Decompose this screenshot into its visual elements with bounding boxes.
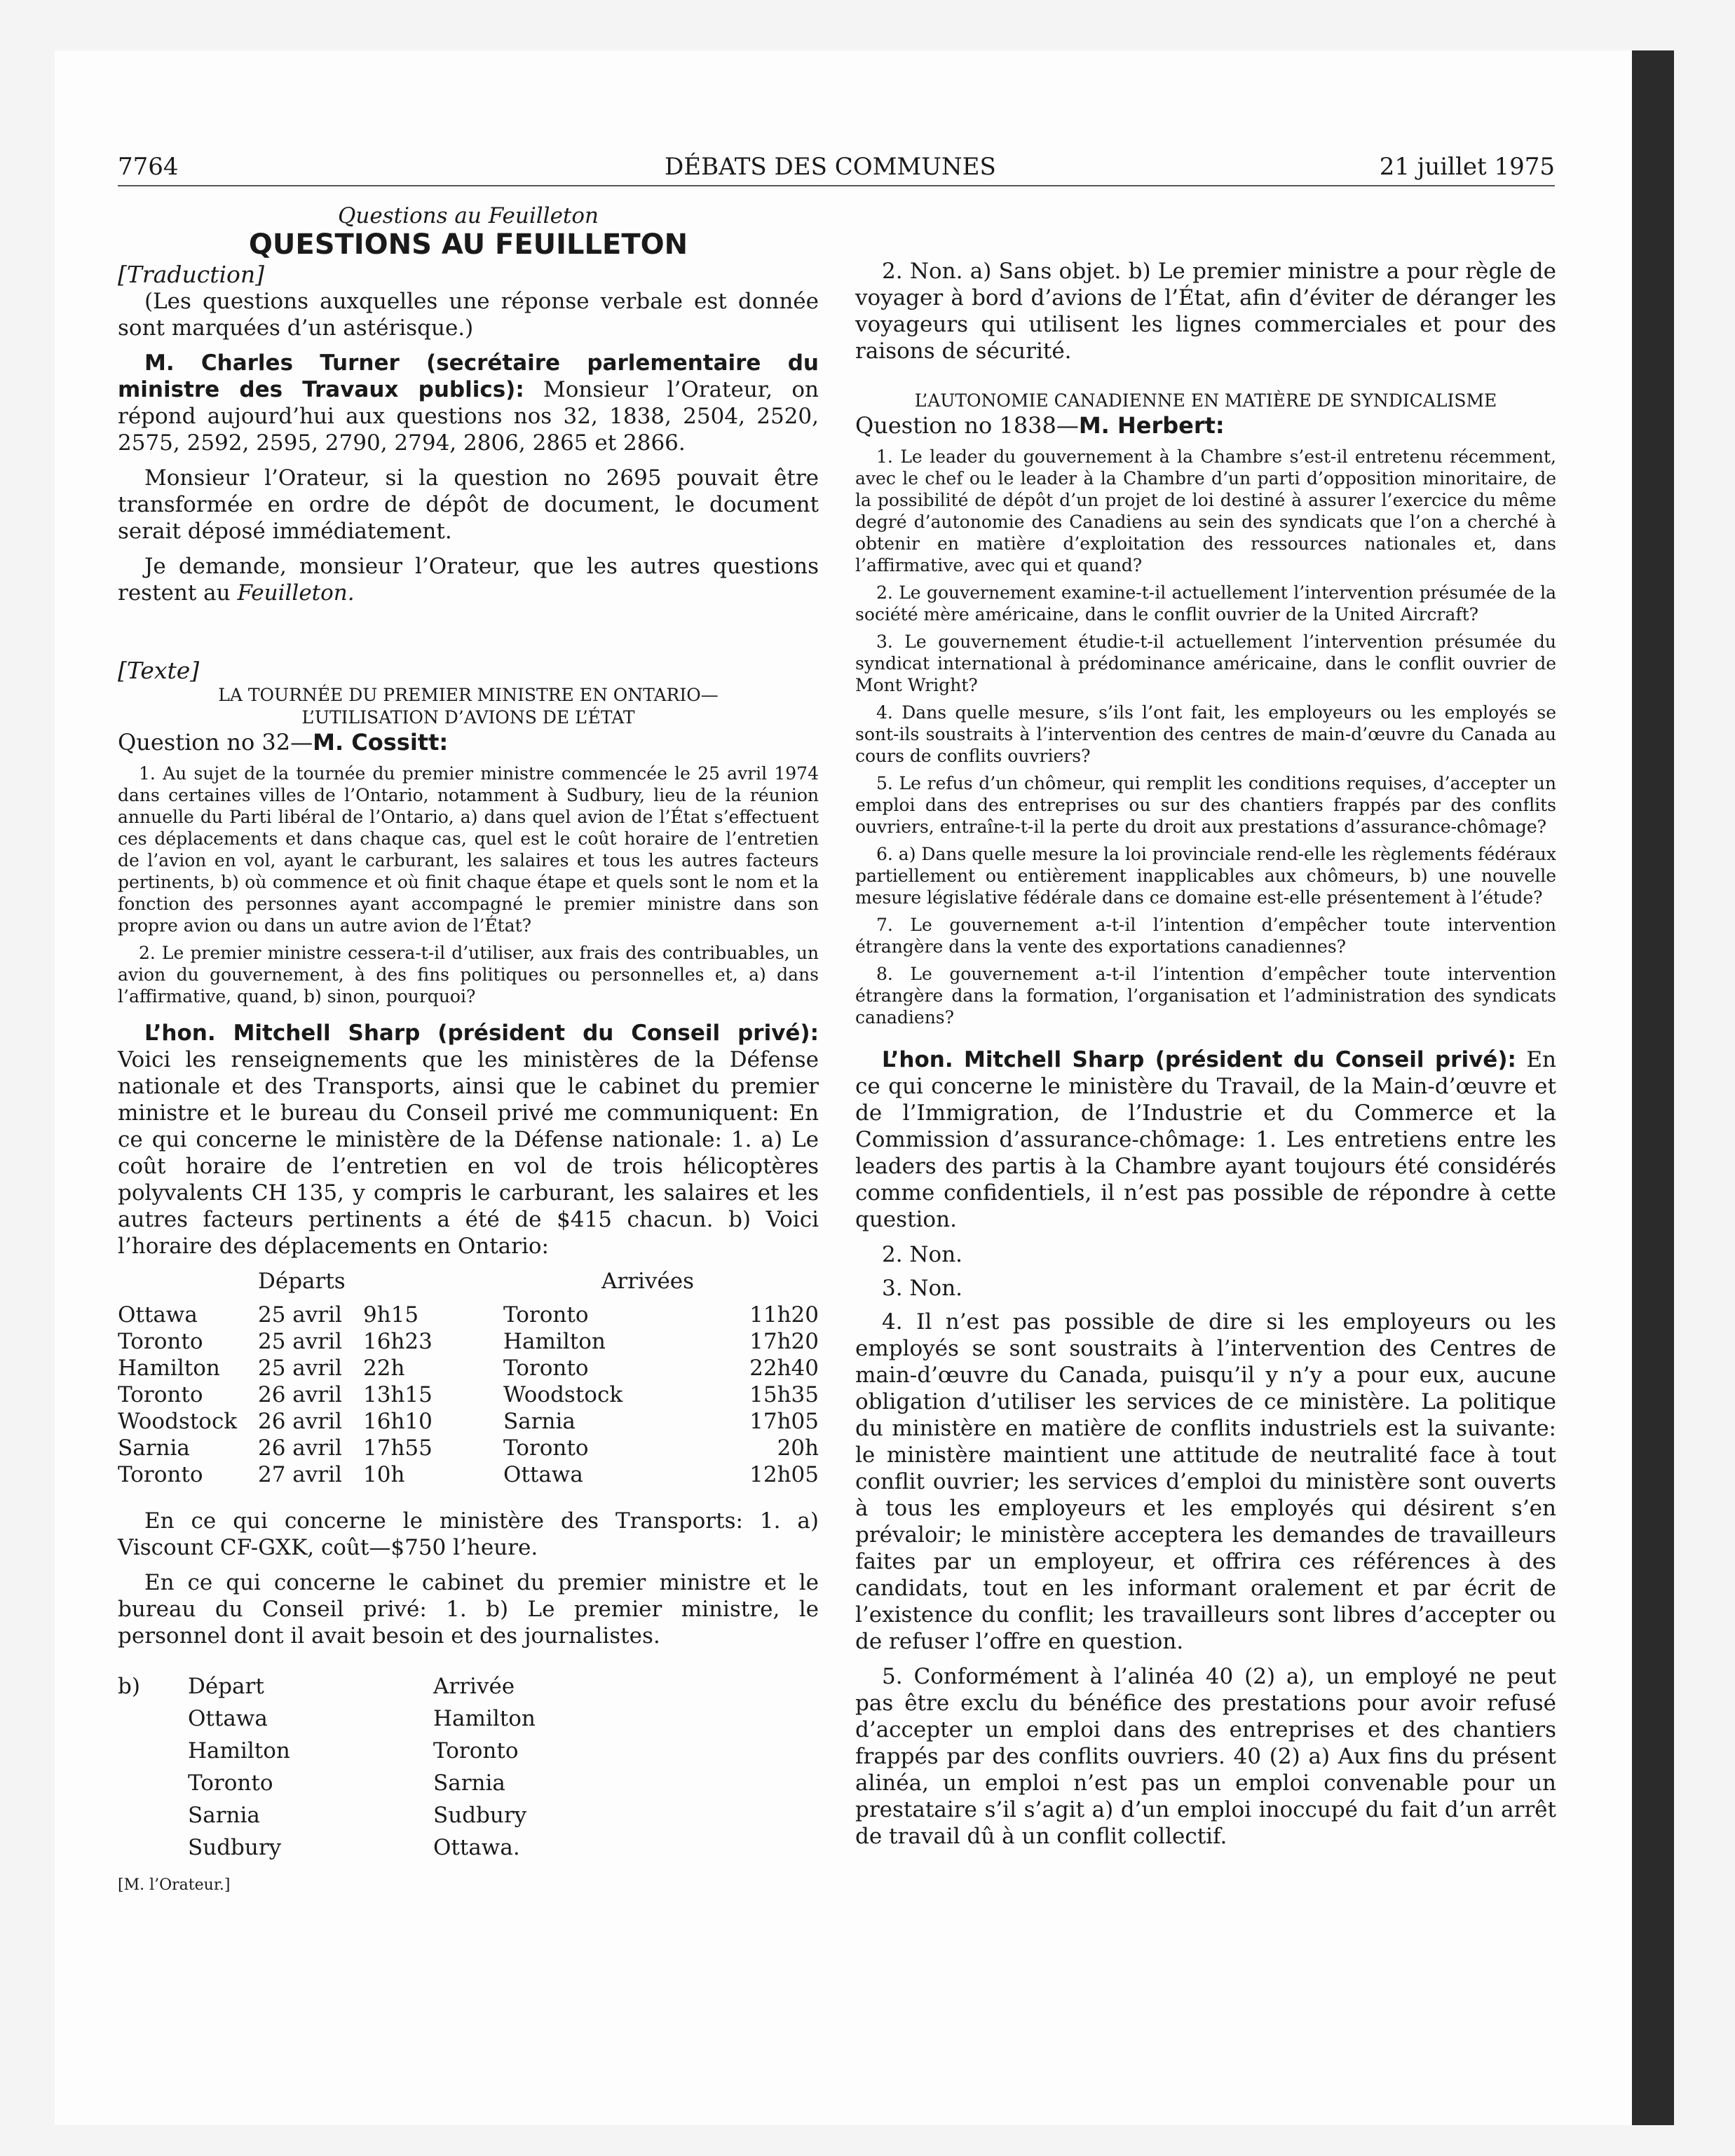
- table-row: Ottawa Hamilton: [188, 1706, 536, 1731]
- rubric-line-2: L’UTILISATION D’AVIONS DE L’ÉTAT: [301, 707, 635, 728]
- question-1838-part: 4. Dans quelle mesure, s’ils l’ont fait, les employeurs ou les employés se sont-ils soustraits à l’intervention des centres de main-d’œuvre du Canada au cours de conflits ouvriers?: [855, 702, 1556, 766]
- page-header: [118, 150, 1555, 186]
- question-1838-part: 1. Le leader du gouvernement à la Chambre s’est-il entretenu récemment, avec le chef ou le leader à la Chambre d’un parti d’opposition minoritaire, de la possibilité de dépôt d’un projet de loi destiné à assurer l’exercice du même degré d’autonomie des Canadiens au sein des syndicats que l’on a cherché à obtenir en matière d’exploitation des ressources nationales et, dans l’affirmative, avec qui et quand?: [855, 446, 1556, 575]
- sharp-answer-1: [118, 1020, 819, 1260]
- answer-5: 5. Conformément à l’alinéa 40 (2) a), un employé ne peut pas être exclu du bénéfice des prestations pour avoir refusé d’accepter un emploi dans des entreprises et des chantiers frappés par des conflits ouvriers. 40 (2) a) Aux fins du présent alinéa, un emploi n’est pas un emploi convenable pour un prestataire s’il s’agit a) d’un emploi inoccupé du fait d’un arrêt de travail dû à un conflit collectif.: [855, 1664, 1556, 1849]
- arrivees-header: Arrivées: [601, 1269, 695, 1294]
- question-1838-part: 2. Le gouvernement examine-t-il actuellement l’intervention présumée de la société mère américaine, dans le conflit ouvrier de la United Aircraft?: [855, 582, 1556, 625]
- page-number: 7764: [118, 153, 179, 181]
- tag-traduction: [Traduction]: [118, 261, 265, 288]
- right-column: [855, 203, 1556, 1858]
- transports-paragraph: En ce qui concerne le ministère des Transports: 1. a) Viscount CF-GXK, coût—$750 l’heure.: [118, 1508, 819, 1560]
- tag-texte: [Texte]: [118, 657, 200, 684]
- remaining-text: Je demande, monsieur l’Orateur, que les autres questions restent au: [118, 554, 819, 606]
- speaker-name: L’hon. Mitchell Sharp (président du Conseil privé):: [144, 1021, 819, 1046]
- table-row: Hamilton Toronto: [188, 1738, 519, 1763]
- table-row: Sarnia 26 avril 17h55 Toronto 20h: [118, 1435, 819, 1461]
- answer-non-paragraph: 2. Non. a) Sans objet. b) Le premier ministre a pour règle de voyager à bord d’avions de l’État, afin d’éviter de déranger les voyageurs qui utilisent les lignes commerciales et pour des raisons de sécurité.: [855, 259, 1556, 364]
- table-row: Toronto 25 avril 16h23 Hamilton 17h20: [118, 1329, 819, 1354]
- table-row: Sarnia Sudbury: [188, 1803, 527, 1828]
- turner-text: Monsieur l’Orateur, on répond aujourd’hui aux questions nos 32, 1838, 2504, 2520, 2575, 2592, 2595, 2790, 2794, 2806, 2865 et 2866.: [118, 377, 819, 456]
- table-row: Woodstock 26 avril 16h10 Sarnia 17h05: [118, 1409, 819, 1434]
- table-row: [118, 1295, 819, 1302]
- question-1838-part: 6. a) Dans quelle mesure la loi provinciale rend-elle les règlements fédéraux partiellement ou entièrement inapplicables aux chômeurs, b) une nouvelle mesure législative fédérale dans ce domaine est-elle présentement à l’étude?: [855, 844, 1556, 908]
- table-row: Ottawa 25 avril 9h15 Toronto 11h20: [118, 1302, 819, 1328]
- speaker-name: L’hon. Mitchell Sharp (président du Conseil privé):: [882, 1047, 1516, 1072]
- question-2695-paragraph: Monsieur l’Orateur, si la question no 2695 pouvait être transformée en ordre de dépôt de document, le document serait déposé immédiatement.: [118, 465, 819, 544]
- question-1838-part: 3. Le gouvernement étudie-t-il actuellement l’intervention présumée du syndicat international à prédominance américaine, dans le conflit ouvrier de Mont Wright?: [855, 632, 1556, 695]
- publication-title: DÉBATS DES COMMUNES: [665, 153, 996, 181]
- flight-legs-table: [118, 1670, 644, 1864]
- schedule-header-row: [118, 1268, 819, 1295]
- question-32-part-2: 2. Le premier ministre cessera-t-il d’utiliser, aux frais des contribuables, un avion du gouvernement, à des fins politiques ou personnelles et, a) dans l’affirmative, quand, b) sinon, pourquoi?: [118, 943, 819, 1007]
- table-row: Hamilton 25 avril 22h Toronto 22h40: [118, 1356, 819, 1381]
- question-1838-part: 7. Le gouvernement a-t-il l’intention d’empêcher toute intervention étrangère dans la vente des exportations canadiennes?: [855, 915, 1556, 957]
- answer-2: 2. Non.: [882, 1242, 963, 1267]
- question-32-heading: [118, 729, 819, 756]
- departs-header: Départs: [258, 1269, 346, 1294]
- question-1838-heading: [855, 412, 1556, 439]
- speaker-note: [M. l’Orateur.]: [118, 1876, 231, 1894]
- table-row: b) Départ Arrivée: [118, 1674, 515, 1699]
- answer-3: 3. Non.: [882, 1276, 963, 1301]
- question-number: Question no 1838—: [855, 412, 1079, 439]
- binding-edge: [1632, 50, 1674, 2125]
- sharp-answer-text: En ce qui concerne le ministère du Travail, de la Main-d’œuvre et de l’Immigration, de l’Industrie et du Commerce et la Commission d’assurance-chômage: 1. Les entretiens entre les leaders des partis à la Chambre ayant toujours été considérés comme confidentiels, il n’est pas possible de répondre à cette question.: [855, 1047, 1556, 1232]
- question-member: M. Herbert:: [1078, 412, 1225, 439]
- table-row: Toronto 26 avril 13h15 Woodstock 15h35: [118, 1382, 819, 1407]
- running-head: Questions au Feuilleton: [338, 203, 599, 228]
- sharp-answer-text: Voici les renseignements que les ministères de la Défense nationale et des Transports, ainsi que le cabinet du premier ministre et le bureau du Conseil privé me communiquent: En ce qui concerne le ministère de la Défense nationale: 1. a) Le coût horaire de l’entretien en vol de trois hélicoptères polyvalents CH 135, y compris le carburant, les salaires et les autres facteurs pertinents a été de $415 chacun. b) Voici l’horaire des déplacements en Ontario:: [118, 1047, 819, 1259]
- question-32-part-1: 1. Au sujet de la tournée du premier ministre commencée le 25 avril 1974 dans certaines villes de l’Ontario, notamment à Sudbury, lieu de la réunion annuelle du Parti libéral de l’Ontario, a) dans quel avion de l’État s’effectuent ces déplacements et dans chaque cas, quel est le coût horaire de l’entretien de l’avion en vol, ayant le carburant, les salaires et tous les autres facteurs pertinents, b) où commence et où finit chaque étape et quels sont le nom et la fonction des personnes ayant accompagné le premier ministre dans son propre avion ou dans un autre avion de l’État?: [118, 763, 819, 936]
- feuilleton-italic: Feuilleton.: [237, 580, 355, 606]
- schedule-table: [118, 1268, 819, 1488]
- rubric-autonomie: L’AUTONOMIE CANADIENNE EN MATIÈRE DE SYNDICALISME: [914, 390, 1497, 411]
- question-number: Question no 32—: [118, 729, 313, 756]
- turner-paragraph: [118, 350, 819, 456]
- rubric-line-1: LA TOURNÉE DU PREMIER MINISTRE EN ONTARIO—: [218, 685, 719, 705]
- rubric-tournee: [118, 684, 819, 729]
- question-1838-part: 8. Le gouvernement a-t-il l’intention d’empêcher toute intervention étrangère dans la formation, l’organisation et l’administration des syndicats canadiens?: [855, 964, 1556, 1028]
- answer-4: 4. Il n’est pas possible de dire si les employeurs ou les employés se sont soustraits à l’intervention des Centres de main-d’œuvre du Canada, puisqu’il y n’y a pour eux, aucune obligation d’utiliser les services de ce ministère. La politique du ministère en matière de conflits industriels est la suivante: le ministère maintient une attitude de neutralité face à tout conflit ouvrier; les services d’emploi du ministère sont ouverts à tous les employeurs et les employés qui désirent s’en prévaloir; le ministère acceptera les demandes de travailleurs faites par un employeur, et offrira ces références à des candidats, tout en les informant oralement et par écrit de l’existence du conflit; les travailleurs sont libres d’accepter ou de refuser l’offre en question.: [855, 1309, 1556, 1654]
- question-member: M. Cossitt:: [313, 729, 449, 756]
- table-row: Sudbury Ottawa.: [188, 1835, 520, 1860]
- speaker-name: M. Charles Turner (secrétaire parlementaire du ministre des Travaux publics):: [118, 350, 819, 402]
- cabinet-paragraph: En ce qui concerne le cabinet du premier ministre et le bureau du Conseil privé: 1. b) Le premier ministre, le personnel dont il avait besoin et des journalistes.: [118, 1570, 819, 1649]
- left-column: [118, 203, 819, 1894]
- page-date: 21 juillet 1975: [1379, 153, 1555, 181]
- remaining-questions-paragraph: [118, 553, 819, 606]
- question-1838-part: 5. Le refus d’un chômeur, qui remplit les conditions requises, d’accepter un emploi dans des entreprises ou sur des chantiers frappés par des conflits ouvriers, entraîne-t-il la perte du droit aux prestations d’assurance-chômage?: [855, 773, 1556, 837]
- table-row: Toronto 27 avril 10h Ottawa 12h05: [118, 1462, 819, 1487]
- table-row: Toronto Sarnia: [188, 1770, 505, 1796]
- sharp-answer-2: [855, 1046, 1556, 1233]
- section-title: QUESTIONS AU FEUILLETON: [248, 228, 688, 261]
- intro-paragraph: (Les questions auxquelles une réponse verbale est donnée sont marquées d’un astérisque.): [118, 289, 819, 341]
